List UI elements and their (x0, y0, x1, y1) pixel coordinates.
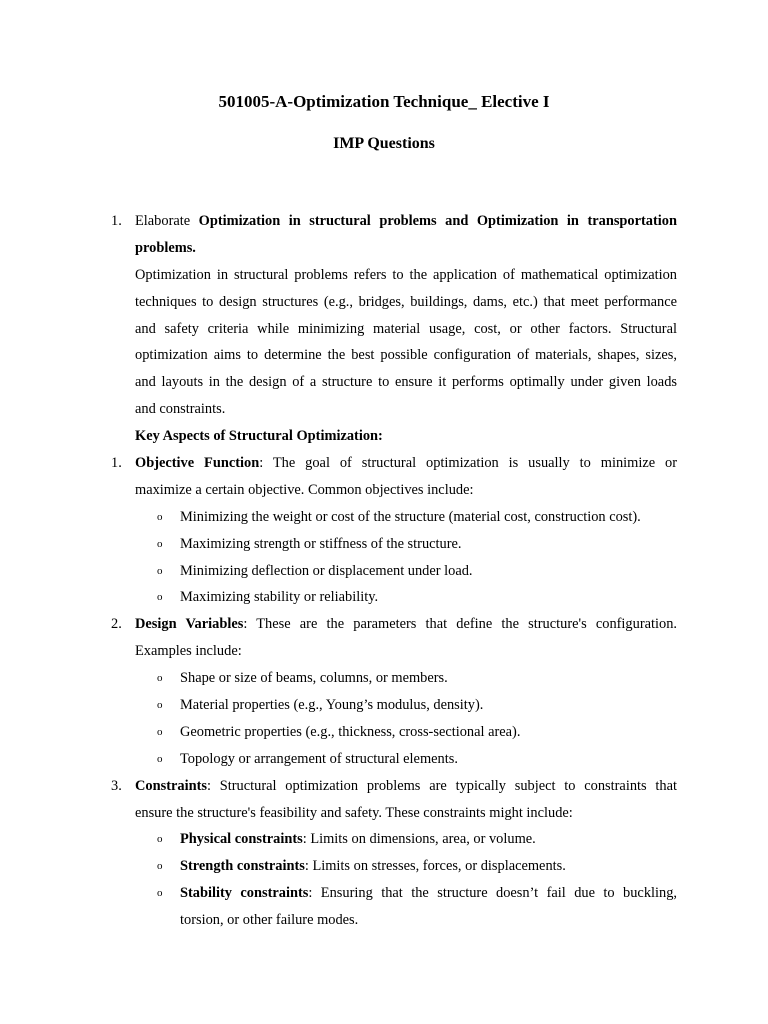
numbered-item-line (0, 611, 768, 638)
text-line (0, 477, 768, 504)
plain-text: Minimizing the weight or cost of the structure (material cost, construction cost). (180, 508, 641, 525)
bold-text: Strength constraints (180, 858, 305, 875)
plain-text: Elaborate (135, 213, 199, 229)
line-text (135, 262, 677, 289)
bullet-line (0, 746, 768, 773)
document-subtitle: IMP Questions (333, 135, 435, 152)
bullet-line (0, 826, 768, 853)
text-line (0, 289, 768, 316)
bullet-line (0, 558, 768, 585)
plain-text: Material properties (e.g., Young’s modulus, density). (180, 697, 484, 714)
plain-text: and layouts in the design of a structure to ensure it performs optimally under given loads (135, 374, 677, 391)
line-text (135, 450, 677, 477)
line-text (135, 611, 677, 638)
plain-text: Shape or size of beams, columns, or members. (180, 670, 448, 687)
plain-text: Examples include: (135, 643, 242, 660)
plain-text: maximize a certain objective. Common objectives include: (135, 481, 474, 498)
line-text (180, 558, 677, 585)
bullet-line (0, 853, 768, 880)
text-line (0, 235, 768, 262)
text-line (0, 262, 768, 289)
bold-text: Key Aspects of Structural Optimization: (135, 428, 383, 445)
hollow-circle-bullet-icon: o (157, 672, 163, 685)
text-line (0, 396, 768, 423)
plain-text: Maximizing stability or reliability. (180, 589, 379, 606)
plain-text: : Ensuring that the structure doesn’t fail due to buckling, (308, 885, 677, 902)
text-line (0, 638, 768, 665)
list-number: 3. (111, 777, 122, 794)
plain-text: techniques to design structures (e.g., bridges, buildings, dams, etc.) that meet performance (135, 293, 677, 310)
line-text (135, 208, 677, 235)
bold-text: Constraints (135, 777, 207, 794)
bullet-line (0, 584, 768, 611)
plain-text: Geometric properties (e.g., thickness, cross-sectional area). (180, 723, 521, 740)
list-number: 1. (111, 455, 122, 472)
plain-text: Minimizing deflection or displacement under load. (180, 562, 473, 579)
bold-text: Optimization in structural problems and Optimization in transportation (198, 213, 677, 229)
numbered-item-line (0, 450, 768, 477)
bullet-line (0, 665, 768, 692)
plain-text: : Structural optimization problems are typically subject to constraints that (206, 777, 677, 794)
numbered-item-line (0, 773, 768, 800)
line-text (135, 423, 677, 450)
line-text (180, 531, 677, 558)
line-text (135, 638, 677, 665)
plain-text: : Limits on stresses, forces, or displacements. (304, 858, 566, 875)
bullet-line (0, 531, 768, 558)
bold-text: Physical constraints (180, 831, 303, 848)
plain-text: Maximizing strength or stiffness of the structure. (180, 535, 462, 552)
bullet-line (0, 907, 768, 934)
bold-text: Stability constraints (180, 885, 309, 902)
hollow-circle-bullet-icon: o (157, 833, 163, 846)
line-text (135, 396, 677, 423)
plain-text: Topology or arrangement of structural elements. (180, 750, 458, 767)
bold-text: problems. (135, 239, 196, 256)
numbered-item-line (0, 208, 768, 235)
hollow-circle-bullet-icon: o (157, 510, 163, 523)
list-number: 2. (111, 616, 122, 633)
hollow-circle-bullet-icon: o (157, 537, 163, 550)
plain-text: Optimization in structural problems refers to the application of mathematical optimization (135, 266, 677, 283)
hollow-circle-bullet-icon: o (157, 699, 163, 712)
plain-text: : Limits on dimensions, area, or volume. (302, 831, 536, 848)
hollow-circle-bullet-icon: o (157, 564, 163, 577)
document-title: 501005-A-Optimization Technique_ Elective I (218, 92, 550, 111)
text-line (0, 800, 768, 827)
bullet-line (0, 880, 768, 907)
line-text (135, 342, 677, 369)
line-text (180, 584, 677, 611)
plain-text: optimization aims to determine the best possible configuration of materials, shapes, sizes, (135, 347, 677, 364)
plain-text: torsion, or other failure modes. (180, 912, 359, 929)
plain-text: : These are the parameters that define the structure's configuration. (243, 616, 677, 633)
hollow-circle-bullet-icon: o (157, 860, 163, 873)
text-line (0, 342, 768, 369)
list-number: 1. (111, 213, 122, 229)
line-text (180, 907, 677, 934)
plain-text: and constraints. (135, 401, 226, 418)
line-text (180, 746, 677, 773)
plain-text: ensure the structure's feasibility and safety. These constraints might include: (135, 804, 573, 821)
line-text (135, 316, 677, 343)
line-text (135, 369, 677, 396)
line-text (135, 773, 677, 800)
hollow-circle-bullet-icon: o (157, 591, 163, 604)
hollow-circle-bullet-icon: o (157, 725, 163, 738)
line-text (180, 719, 677, 746)
text-line (0, 423, 768, 450)
text-line (0, 369, 768, 396)
line-text (180, 504, 677, 531)
line-text (180, 853, 677, 880)
line-text (135, 235, 677, 262)
bold-text: Design Variables (135, 616, 244, 633)
plain-text: and safety criteria while minimizing material usage, cost, or other factors. Structural (135, 320, 677, 337)
text-line (0, 316, 768, 343)
line-text (180, 880, 677, 907)
plain-text: : The goal of structural optimization is usually to minimize or (259, 455, 677, 472)
hollow-circle-bullet-icon: o (157, 752, 163, 765)
line-text (135, 477, 677, 504)
line-text (180, 665, 677, 692)
line-text (180, 826, 677, 853)
hollow-circle-bullet-icon: o (157, 887, 163, 900)
bullet-line (0, 692, 768, 719)
bullet-line (0, 504, 768, 531)
bullet-line (0, 719, 768, 746)
line-text (135, 800, 677, 827)
document-body (0, 208, 768, 934)
bold-text: Objective Function (135, 455, 260, 472)
line-text (180, 692, 677, 719)
line-text (135, 289, 677, 316)
